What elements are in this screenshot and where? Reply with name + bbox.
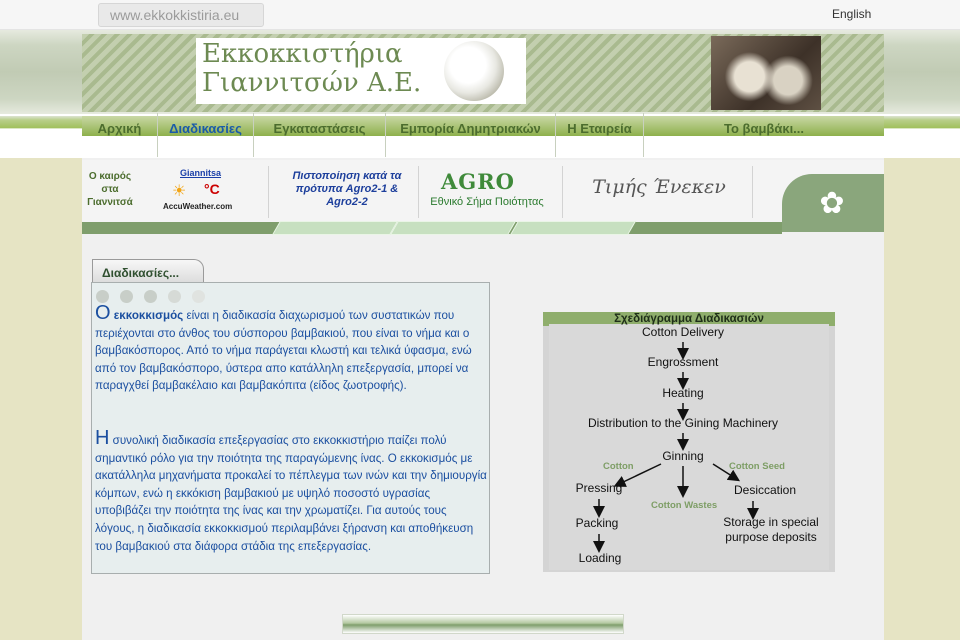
sun-icon: ☀ xyxy=(172,181,187,200)
certification-link[interactable]: Πιστοποίηση κατά τα πρότυπα Agro2-1 & Agro2-2 xyxy=(292,170,402,208)
branch-label-seed: Cotton Seed xyxy=(729,461,785,472)
paragraph-process xyxy=(95,427,487,555)
step-ginning: Ginning xyxy=(662,449,704,463)
nav-item-facilities[interactable]: Εγκαταστάσεις xyxy=(254,113,386,157)
widget-tab-2[interactable] xyxy=(390,221,516,235)
paragraph-text: είναι η διαδικασία διαχωρισμού των συστατικών που περιέχονται στο άνθος του σύσπορου βαμβακιού, που είναι το νήμα και ο βαμβακόσπορος. Από το νήμα παράγεται κλωστή και τελικά ύφασμα, ενώ από τον βαμβακόσπορο, ύστερα απο κατάλληλη επεξεργασία, μπορεί να παραγχθεί βαμβακέλαιο και βαμβακόπιτα (είδος ζωοτροφής). xyxy=(95,309,472,393)
widget-divider xyxy=(418,166,419,218)
bold-term: εκκοκκισμός xyxy=(113,309,184,322)
footer-bar xyxy=(342,614,624,634)
language-link-english[interactable]: English xyxy=(832,7,872,21)
accuweather-logo[interactable]: AccuWeather.com xyxy=(163,202,233,211)
site-logo[interactable] xyxy=(196,38,526,104)
weather-label: Ο καιρός στα Γιαννιτσά xyxy=(87,171,133,208)
widget-divider xyxy=(562,166,563,218)
diagram-svg xyxy=(543,312,835,572)
weather-city-link[interactable]: Giannitsa xyxy=(180,168,222,178)
widget-divider xyxy=(752,166,753,218)
left-margin xyxy=(0,158,82,640)
logo-line-1: Εκκοκκιστήρια xyxy=(202,39,403,69)
step-storage-line-2: purpose deposits xyxy=(725,530,817,544)
right-margin xyxy=(884,158,960,640)
domain-label: www.ekkokkistiria.eu xyxy=(98,3,264,27)
widget-tab-3[interactable] xyxy=(510,221,636,235)
branch-label-wastes: Cotton Wastes xyxy=(651,500,718,511)
paragraph-ginning xyxy=(95,302,487,395)
pager-dot[interactable] xyxy=(192,290,205,303)
step-heating: Heating xyxy=(662,386,704,400)
main-nav xyxy=(82,113,884,157)
top-bar xyxy=(0,0,960,30)
step-pressing: Pressing xyxy=(575,481,623,495)
process-diagram xyxy=(543,312,835,572)
step-storage-line-1: Storage in special xyxy=(723,515,819,529)
step-engrossment: Engrossment xyxy=(647,355,719,369)
content-tab: Διαδικασίες... xyxy=(92,259,204,285)
weather-unit: °C xyxy=(204,181,220,197)
nav-item-company[interactable]: Η Εταιρεία xyxy=(556,113,644,157)
step-loading: Loading xyxy=(578,551,622,565)
agro-subtitle: Εθνικό Σήμα Ποιότητας xyxy=(430,196,544,208)
nav-item-grain-trade[interactable]: Εμπορία Δημητριακών xyxy=(386,113,556,157)
honor-link[interactable]: Τιμής Ένεκεν xyxy=(592,176,726,198)
logo-line-2: Γιαννιτσών Α.Ε. xyxy=(202,68,422,98)
branch-label-cotton: Cotton xyxy=(603,461,634,472)
pager-dot[interactable] xyxy=(168,290,181,303)
nav-item-cotton[interactable]: Το βαμβάκι... xyxy=(723,121,805,136)
paragraph-text: συνολική διαδικασία επεξεργασίας στο εκκοκκιστήριο παίζει πολύ σημαντικό ρόλο για την ποιότητα της παραγώμενης ίνας. Ο εκκοκισμός με ακατάλληλα μηχανήματα προκαλεί το πέπλεγμα των ινών και την δημιουργία κόμπων, ενώ η εκκόκιση βαμβακιού με υψηλό ποσοστό υγρασίας υποβιβάζει την ποιότητα της ίνας και την χρωματίζει. Για αυτούς τους λόγους, η διαδικασία εκκοκκισμού περιλαμβάνει ξήρανση και αποθήκευση του βαμβακιού στα διάφορα στάδια της επεξεργασίας. xyxy=(95,434,487,553)
widget-tab-1[interactable] xyxy=(272,221,398,235)
pager-dot[interactable] xyxy=(120,290,133,303)
step-cotton-delivery: Cotton Delivery xyxy=(641,325,725,339)
step-distribution: Distribution to the Gining Machinery xyxy=(587,416,779,430)
cotton-flower-icon: ✿ xyxy=(819,186,845,221)
logo-text xyxy=(202,40,442,98)
cotton-photo xyxy=(711,36,821,110)
nav-item-home[interactable]: Αρχική xyxy=(82,113,158,157)
drop-cap: Η xyxy=(95,427,110,449)
cotton-boll-image xyxy=(444,41,504,101)
pager-dot[interactable] xyxy=(144,290,157,303)
step-packing: Packing xyxy=(575,516,619,530)
drop-cap: Ο xyxy=(95,302,111,324)
widget-divider xyxy=(268,166,269,218)
diagram-title: Σχεδιάγραμμα Διαδικασιών xyxy=(614,313,764,325)
agro-logo[interactable]: AGRO xyxy=(441,169,515,194)
step-desiccation: Desiccation xyxy=(733,483,797,497)
nav-item-procedures[interactable]: Διαδικασίες xyxy=(158,113,254,157)
